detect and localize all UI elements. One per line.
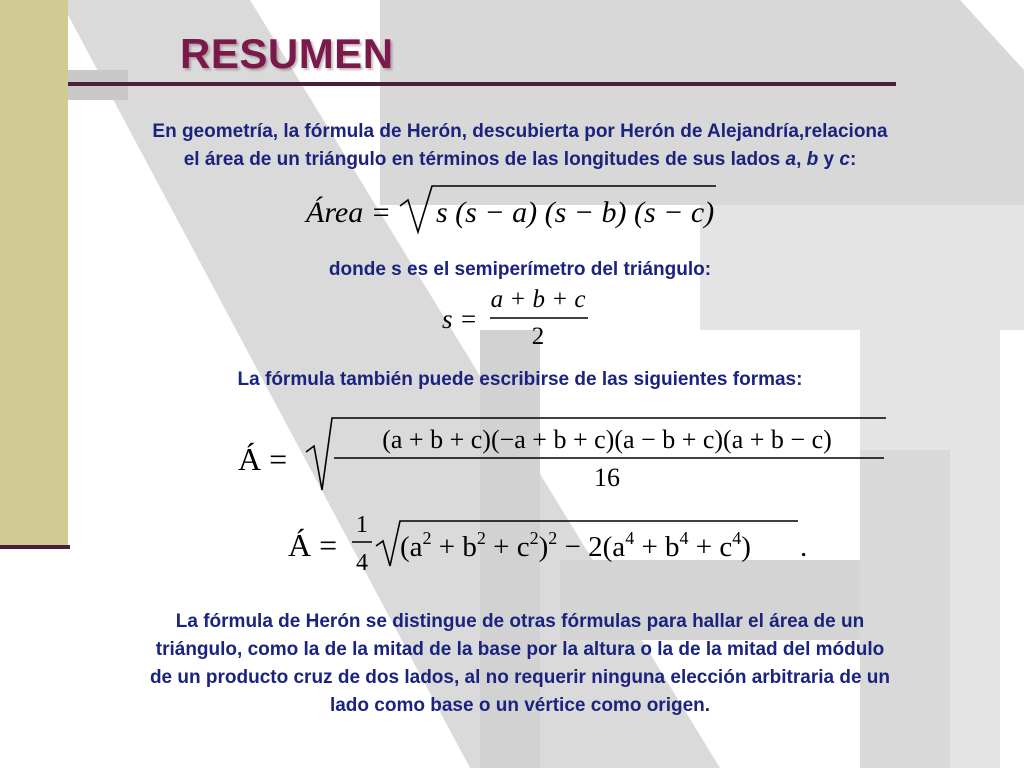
intro-line-1: En geometría, la fórmula de Herón, descubierta por Herón de Alejandría,relaciona	[152, 121, 888, 142]
alt2-exp-4: 2	[548, 528, 558, 548]
alt2-term-1: (a	[400, 531, 423, 563]
slide-title: RESUMEN	[180, 30, 394, 77]
alt2-term-3: + c	[485, 531, 530, 563]
area-formula-radicand: s (s − a) (s − b) (s − c)	[436, 196, 715, 229]
alt2-term-8: )	[741, 531, 751, 563]
closing-paragraph	[70, 608, 970, 720]
side-separator-1: ,	[796, 149, 807, 170]
alt1-denominator: 16	[594, 463, 620, 492]
closing-line-3: de un producto cruz de dos lados, al no requerir ninguna elección arbitraria de un	[149, 667, 891, 688]
alt1-numerator: (a + b + c)(−a + b + c)(a − b + c)(a + b − c)	[382, 425, 832, 454]
alt2-term-4: )	[538, 531, 549, 563]
closing-line-2: triángulo, como la de la mitad de la base por la altura o la de la mitad del módulo	[155, 639, 885, 660]
closing-line-4: lado como base o un vértice como origen.	[329, 695, 711, 716]
left-accent-band	[0, 0, 68, 545]
side-a-label: a	[785, 149, 797, 170]
alternative-forms-note: La fórmula también puede escribirse de las siguientes formas:	[237, 369, 803, 390]
alt2-coef-denominator: 4	[356, 550, 368, 576]
semiperimeter-note: donde s es el semiperímetro del triángulo:	[328, 259, 712, 280]
title-underline	[68, 82, 896, 86]
intro-paragraph	[70, 118, 970, 174]
intro-colon: :	[849, 149, 857, 170]
left-accent-rule	[0, 545, 70, 549]
alt2-term-5: − 2(a	[557, 531, 626, 563]
side-separator-2: y	[818, 149, 840, 170]
side-c-label: c	[839, 149, 850, 170]
alt2-exp-6: 4	[679, 528, 689, 548]
semiperimeter-denominator: 2	[531, 323, 545, 350]
side-b-label: b	[806, 149, 819, 170]
alt2-term-7: + c	[688, 531, 733, 563]
intro-line-2: el área de un triángulo en términos de las longitudes de sus lados	[183, 149, 786, 170]
area-formula-lhs: Área =	[306, 196, 391, 229]
alt2-exp-2: 2	[476, 528, 486, 548]
alt2-exp-3: 2	[529, 528, 539, 548]
semiperimeter-numerator: a + b + c	[490, 286, 586, 313]
semiperimeter-lhs: s =	[442, 304, 478, 334]
alt2-exp-7: 4	[732, 528, 742, 548]
alt2-exp-1: 2	[422, 528, 432, 548]
alt2-term-6: + b	[634, 531, 680, 563]
closing-line-1: La fórmula de Herón se distingue de otras fórmulas para hallar el área de un	[175, 611, 865, 632]
alt1-lhs: Á =	[238, 441, 288, 477]
alt2-coef-numerator: 1	[356, 512, 368, 538]
alt2-exp-5: 4	[625, 528, 635, 548]
alt2-term-2: + b	[431, 531, 477, 563]
alt2-lhs: Á =	[288, 527, 338, 563]
alt2-trailing-period: .	[800, 531, 808, 563]
